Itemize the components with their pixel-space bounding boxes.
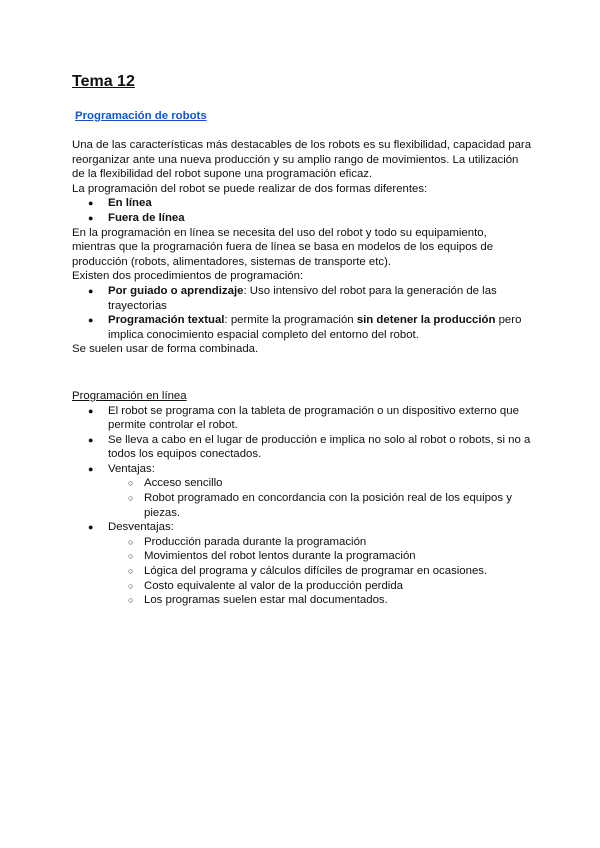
list-item: ○ Producción parada durante la programación [72,535,532,550]
list-item-ventajas: ● Ventajas: [72,462,532,477]
desventajas-list [72,535,532,608]
list-item: ● El robot se programa con la tableta de programación o un dispositivo externo que permite controlar el robot. [72,404,532,433]
paragraph-combined: Se suelen usar de forma combinada. [72,343,259,356]
page-title: Tema 12 [72,73,135,90]
forms-list [72,196,532,225]
list-item-desventajas: ● Desventajas: [72,520,532,535]
paragraph-comparison: En la programación en línea se necesita del uso del robot y todo su equipamiento, mientras que la programación fuera de línea se basa en modelos de los equipos de producción (robots, alimentadores, sistemas de transporte etc). [72,226,494,268]
list-item: ● Por guiado o aprendizaje: Uso intensivo del robot para la generación de las trayectorias [72,284,532,313]
desventajas-sublist-wrapper [72,535,532,608]
section-heading-online: Programación en línea [72,389,187,402]
list-item: ○ Los programas suelen estar mal documentados. [72,593,532,608]
paragraph-intro: Una de las características más destacables de los robots es su flexibilidad, capacidad para reorganizar ante una nueva producción y su amplio rango de movimientos. La utilización de la flexibilidad del robot supone una programación eficaz. [72,139,532,181]
list-item: ○ Acceso sencillo [72,476,532,491]
list-item: ○ Lógica del programa y cálculos difíciles de programar en ocasiones. [72,564,532,579]
procedures-list [72,284,532,342]
paragraph-forms-intro: La programación del robot se puede realizar de dos formas diferentes: [72,182,428,195]
document-page [72,72,532,608]
list-item: ● En línea [72,196,532,211]
list-item: ○ Robot programado en concordancia con la posición real de los equipos y piezas. [72,491,532,520]
ventajas-sublist-wrapper [72,476,532,520]
online-list [72,404,532,608]
paragraph-procedures-intro: Existen dos procedimientos de programación: [72,270,304,283]
list-item: ● Programación textual: permite la programación sin detener la producción pero implica conocimiento espacial completo del entorno del robot. [72,313,532,342]
subtitle-link[interactable]: Programación de robots [75,110,207,122]
list-item: ● Se lleva a cabo en el lugar de producción e implica no solo al robot o robots, si no a todos los equipos conectados. [72,433,532,462]
list-item: ○ Costo equivalente al valor de la producción perdida [72,579,532,594]
list-item: ○ Movimientos del robot lentos durante la programación [72,549,532,564]
list-item: ● Fuera de línea [72,211,532,226]
ventajas-list [72,476,532,520]
